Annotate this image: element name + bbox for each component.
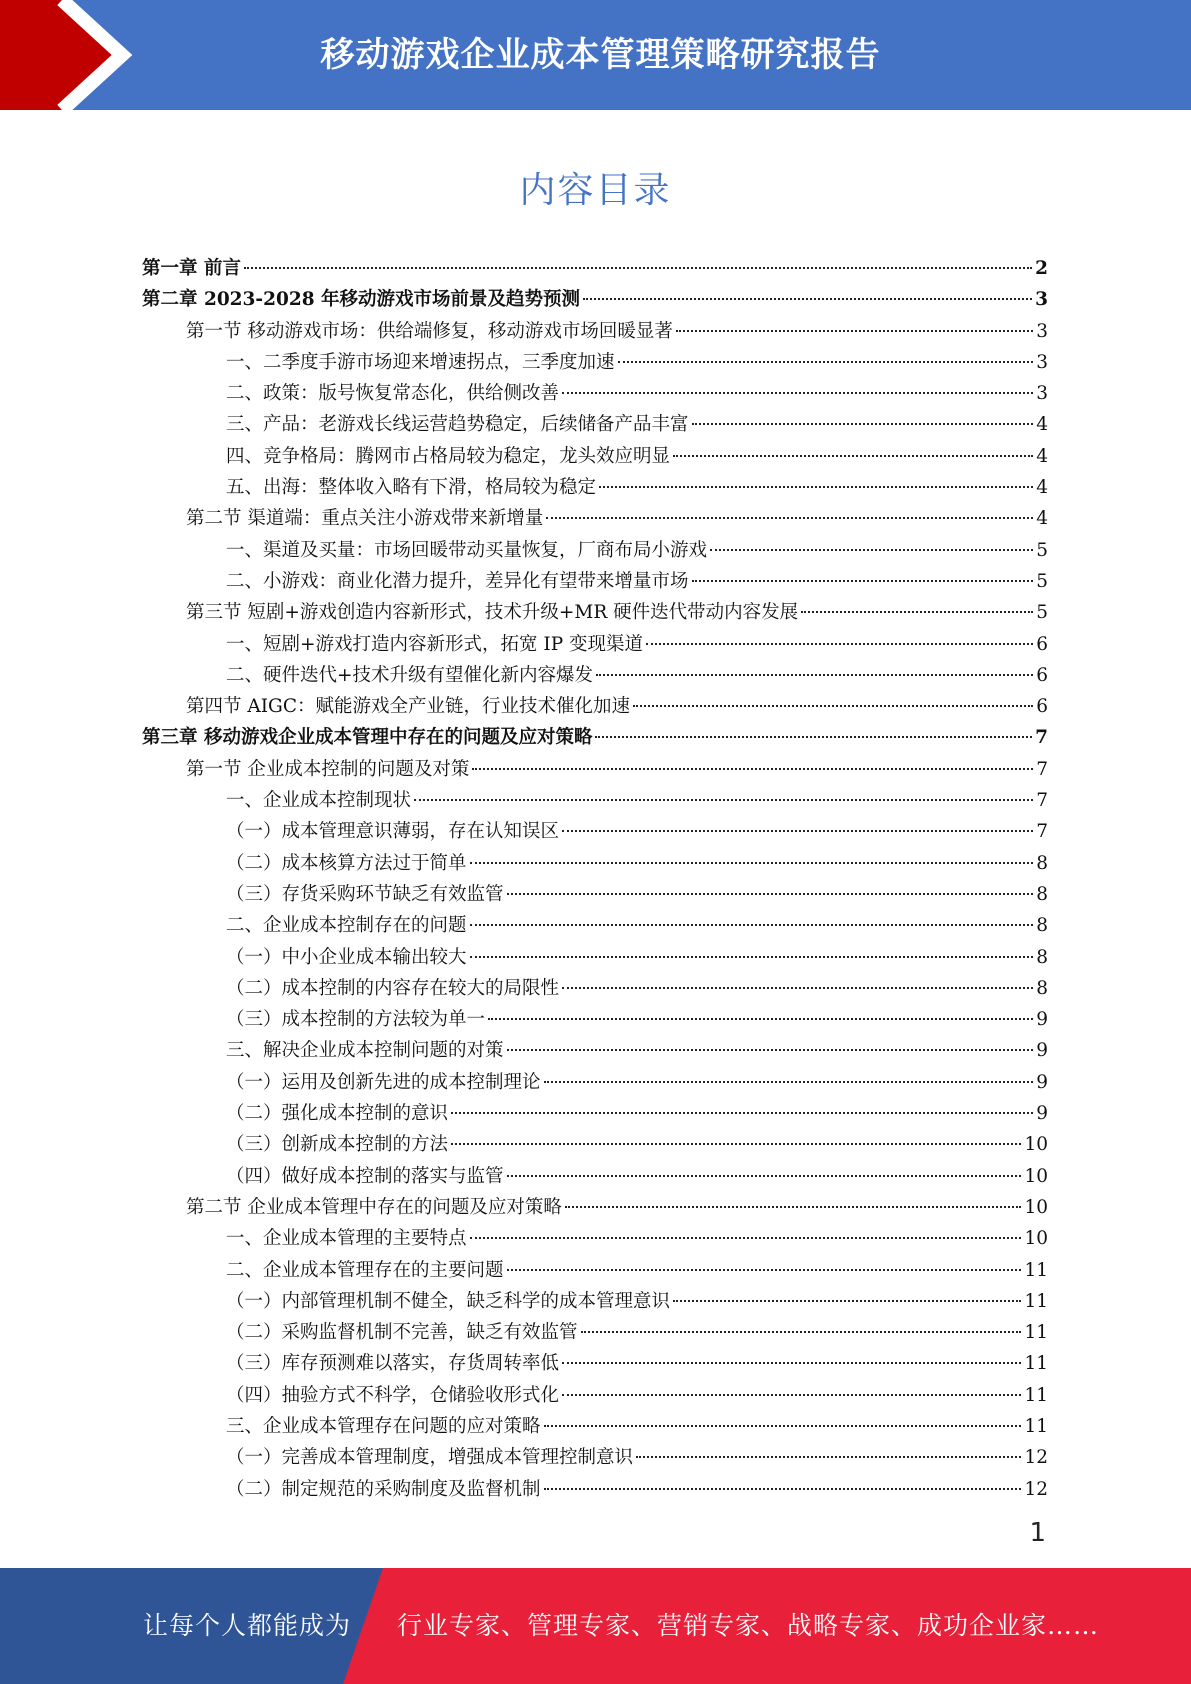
toc-entry-page: 2 (1035, 258, 1048, 279)
toc-entry[interactable] (142, 848, 1048, 879)
toc-entry-page: 3 (1036, 320, 1048, 342)
toc-entry[interactable] (142, 441, 1048, 472)
toc-dot-leader (544, 1081, 1034, 1083)
toc-entry-page: 8 (1036, 883, 1048, 905)
toc-entry-label: 第三节 短剧+游戏创造内容新形式，技术升级+MR 硬件迭代带动内容发展 (186, 602, 799, 624)
toc-entry[interactable] (142, 1004, 1048, 1035)
toc-entry[interactable] (142, 1442, 1048, 1473)
toc-entry-page: 9 (1036, 1009, 1048, 1031)
toc-entry[interactable] (142, 1474, 1048, 1505)
toc-entry[interactable] (142, 785, 1048, 816)
toc-dot-leader (562, 392, 1033, 394)
toc-entry[interactable] (142, 566, 1048, 597)
toc-entry[interactable] (142, 1161, 1048, 1192)
toc-dot-leader (692, 580, 1034, 582)
toc-dot-leader (599, 486, 1033, 488)
toc-dot-leader (488, 1018, 1033, 1020)
toc-entry[interactable] (142, 316, 1048, 347)
report-title: 移动游戏企业成本管理策略研究报告 (320, 35, 881, 75)
toc-entry-page: 4 (1036, 508, 1048, 530)
toc-dot-leader (565, 1206, 1022, 1208)
toc-entry[interactable] (142, 597, 1048, 628)
toc-entry-label: 第一节 企业成本控制的问题及对策 (186, 758, 470, 780)
toc-entry-page: 9 (1036, 1103, 1048, 1125)
toc-entry-label: 四、竞争格局：腾网市占格局较为稳定，龙头效应明显 (226, 445, 671, 467)
toc-dot-leader (595, 736, 1032, 738)
toc-heading: 内容目录 (519, 170, 672, 211)
toc-entry[interactable] (142, 1067, 1048, 1098)
toc-entry-label: 第二节 企业成本管理中存在的问题及应对策略 (186, 1196, 562, 1218)
toc-entry-label: （二）成本核算方法过于简单 (226, 852, 467, 874)
toc-entry-label: 二、政策：版号恢复常态化，供给侧改善 (226, 383, 560, 405)
toc-entry-page: 10 (1024, 1134, 1048, 1156)
toc-entry-label: （一）运用及创新先进的成本控制理论 (226, 1071, 541, 1093)
toc-entry[interactable] (142, 660, 1048, 691)
toc-entry-page: 10 (1024, 1196, 1048, 1218)
toc-entry-label: 三、产品：老游戏长线运营趋势稳定，后续储备产品丰富 (226, 414, 689, 436)
toc-entry-label: 第一章 前言 (142, 258, 241, 279)
toc-entry[interactable] (142, 1317, 1048, 1348)
toc-dot-leader (801, 611, 1033, 613)
toc-entry[interactable] (142, 1035, 1048, 1066)
toc-entry-label: 三、解决企业成本控制问题的对策 (226, 1040, 504, 1062)
toc-entry-page: 11 (1024, 1415, 1048, 1437)
toc-entry-page: 11 (1024, 1384, 1048, 1406)
toc-dot-leader (244, 267, 1032, 269)
toc-entry-page: 10 (1024, 1228, 1048, 1250)
toc-entry-label: 一、企业成本管理的主要特点 (226, 1228, 467, 1250)
toc-entry-page: 5 (1036, 602, 1048, 624)
toc-entry[interactable] (142, 691, 1048, 722)
toc-dot-leader (470, 956, 1034, 958)
toc-entry[interactable] (142, 253, 1048, 284)
toc-dot-leader (451, 1143, 1021, 1145)
footer-banner (0, 1568, 1191, 1684)
toc-entry-page: 10 (1024, 1165, 1048, 1187)
toc-entry-page: 11 (1024, 1259, 1048, 1281)
toc-entry-page: 7 (1035, 727, 1048, 749)
toc-entry-label: 第二章 2023-2028 年移动游戏市场前景及趋势预测 (142, 289, 581, 311)
table-of-contents (142, 253, 1048, 1505)
toc-entry-label: 第四节 AIGC：赋能游戏全产业链，行业技术催化加速 (186, 696, 630, 718)
toc-entry[interactable] (142, 284, 1048, 315)
toc-entry-page: 11 (1024, 1322, 1048, 1344)
toc-entry-page: 3 (1036, 383, 1048, 405)
toc-dot-leader (507, 1269, 1022, 1271)
toc-entry-label: （三）成本控制的方法较为单一 (226, 1009, 486, 1031)
toc-dot-leader (544, 1488, 1022, 1490)
toc-dot-leader (562, 1394, 1021, 1396)
toc-entry[interactable] (142, 503, 1048, 534)
toc-entry[interactable] (142, 879, 1048, 910)
toc-entry-label: （二）成本控制的内容存在较大的局限性 (226, 977, 560, 999)
toc-dot-leader (414, 799, 1033, 801)
toc-entry[interactable] (142, 629, 1048, 660)
toc-entry-label: （一）内部管理机制不健全，缺乏科学的成本管理意识 (226, 1290, 671, 1312)
toc-dot-leader (507, 1049, 1034, 1051)
toc-entry-label: 第一节 移动游戏市场：供给端修复，移动游戏市场回暖显著 (186, 320, 673, 342)
toc-entry-page: 11 (1024, 1290, 1048, 1312)
toc-dot-leader (596, 674, 1033, 676)
toc-entry-label: （三）创新成本控制的方法 (226, 1134, 449, 1156)
page-number: 1 (1029, 1518, 1046, 1548)
toc-entry-page: 7 (1036, 790, 1048, 812)
toc-entry[interactable] (142, 722, 1048, 753)
toc-entry-label: 五、出海：整体收入略有下滑，格局较为稳定 (226, 477, 597, 499)
toc-entry-label: （一）成本管理意识薄弱，存在认知误区 (226, 821, 560, 843)
toc-entry-page: 7 (1036, 758, 1048, 780)
toc-entry[interactable] (142, 910, 1048, 941)
toc-entry[interactable] (142, 1286, 1048, 1317)
toc-entry-page: 6 (1036, 696, 1048, 718)
toc-entry-label: （四）做好成本控制的落实与监管 (226, 1165, 504, 1187)
toc-dot-leader (673, 1300, 1021, 1302)
toc-entry[interactable] (142, 409, 1048, 440)
toc-dot-leader (451, 1112, 1033, 1114)
toc-dot-leader (507, 893, 1034, 895)
toc-dot-leader (692, 423, 1034, 425)
toc-entry[interactable] (142, 816, 1048, 847)
toc-entry-label: （二）采购监督机制不完善，缺乏有效监管 (226, 1322, 578, 1344)
toc-entry-page: 6 (1036, 633, 1048, 655)
toc-entry-page: 8 (1036, 852, 1048, 874)
toc-dot-leader (562, 1362, 1021, 1364)
toc-entry-page: 5 (1036, 539, 1048, 561)
toc-entry-label: （一）完善成本管理制度，增强成本管理控制意识 (226, 1447, 634, 1469)
toc-entry-label: 一、企业成本控制现状 (226, 790, 412, 812)
report-header (0, 0, 1191, 110)
toc-dot-leader (676, 330, 1033, 332)
toc-entry-page: 4 (1036, 445, 1048, 467)
toc-entry[interactable] (142, 973, 1048, 1004)
toc-dot-leader (581, 1331, 1022, 1333)
toc-entry-page: 12 (1024, 1478, 1048, 1500)
toc-entry-page: 3 (1036, 351, 1048, 373)
toc-dot-leader (633, 705, 1033, 707)
toc-entry-page: 6 (1036, 664, 1048, 686)
toc-entry[interactable] (142, 1255, 1048, 1286)
toc-entry-label: （一）中小企业成本输出较大 (226, 946, 467, 968)
toc-entry[interactable] (142, 535, 1048, 566)
toc-entry[interactable] (142, 378, 1048, 409)
toc-entry[interactable] (142, 1411, 1048, 1442)
toc-entry-label: （四）抽验方式不科学，仓储验收形式化 (226, 1384, 560, 1406)
toc-entry-label: （二）强化成本控制的意识 (226, 1103, 449, 1125)
toc-entry[interactable] (142, 1192, 1048, 1223)
toc-entry-page: 9 (1036, 1040, 1048, 1062)
toc-dot-leader (544, 1425, 1022, 1427)
toc-dot-leader (710, 549, 1033, 551)
toc-entry-label: 一、渠道及买量：市场回暖带动买量恢复，厂商布局小游戏 (226, 539, 708, 561)
toc-dot-leader (562, 830, 1033, 832)
toc-entry-page: 8 (1036, 915, 1048, 937)
toc-entry[interactable] (142, 1223, 1048, 1254)
toc-entry-page: 5 (1036, 570, 1048, 592)
toc-entry-page: 3 (1035, 289, 1048, 311)
toc-entry-page: 8 (1036, 946, 1048, 968)
toc-entry-label: 第三章 移动游戏企业成本管理中存在的问题及应对策略 (142, 727, 593, 749)
toc-entry[interactable] (142, 942, 1048, 973)
toc-dot-leader (472, 768, 1033, 770)
toc-entry-page: 4 (1036, 477, 1048, 499)
footer-slogan-left: 让每个人都能成为 (143, 1611, 352, 1640)
toc-entry-page: 4 (1036, 414, 1048, 436)
toc-entry-label: （二）制定规范的采购制度及监督机制 (226, 1478, 541, 1500)
toc-dot-leader (546, 517, 1033, 519)
toc-dot-leader (470, 862, 1034, 864)
toc-entry-label: （三）库存预测难以落实，存货周转率低 (226, 1353, 560, 1375)
toc-entry-page: 8 (1036, 977, 1048, 999)
toc-entry[interactable] (142, 1380, 1048, 1411)
toc-dot-leader (583, 298, 1032, 300)
toc-entry[interactable] (142, 347, 1048, 378)
toc-entry[interactable] (142, 1098, 1048, 1129)
toc-entry-label: 一、短剧+游戏打造内容新形式，拓宽 IP 变现渠道 (226, 633, 644, 655)
toc-dot-leader (673, 455, 1033, 457)
toc-entry-page: 9 (1036, 1071, 1048, 1093)
toc-entry[interactable] (142, 1348, 1048, 1379)
toc-entry[interactable] (142, 754, 1048, 785)
toc-entry-label: 一、二季度手游市场迎来增速拐点，三季度加速 (226, 351, 615, 373)
toc-entry-label: 二、企业成本管理存在的主要问题 (226, 1259, 504, 1281)
toc-entry-label: 二、企业成本控制存在的问题 (226, 915, 467, 937)
toc-entry[interactable] (142, 472, 1048, 503)
toc-entry-page: 7 (1036, 821, 1048, 843)
toc-entry-page: 11 (1024, 1353, 1048, 1375)
toc-entry-label: 二、小游戏：商业化潜力提升，差异化有望带来增量市场 (226, 570, 689, 592)
toc-entry[interactable] (142, 1129, 1048, 1160)
toc-entry-page: 12 (1024, 1447, 1048, 1469)
footer-slogan-right: 行业专家、管理专家、营销专家、战略专家、成功企业家…… (397, 1611, 1100, 1640)
toc-entry-label: （三）存货采购环节缺乏有效监管 (226, 883, 504, 905)
toc-dot-leader (562, 987, 1033, 989)
toc-entry-label: 第二节 渠道端：重点关注小游戏带来新增量 (186, 508, 544, 530)
toc-entry-label: 二、硬件迭代+技术升级有望催化新内容爆发 (226, 664, 594, 686)
toc-dot-leader (646, 643, 1033, 645)
toc-entry-label: 三、企业成本管理存在问题的应对策略 (226, 1415, 541, 1437)
toc-dot-leader (507, 1175, 1022, 1177)
toc-dot-leader (618, 361, 1034, 363)
toc-dot-leader (470, 924, 1034, 926)
toc-dot-leader (636, 1456, 1021, 1458)
toc-dot-leader (470, 1237, 1022, 1239)
